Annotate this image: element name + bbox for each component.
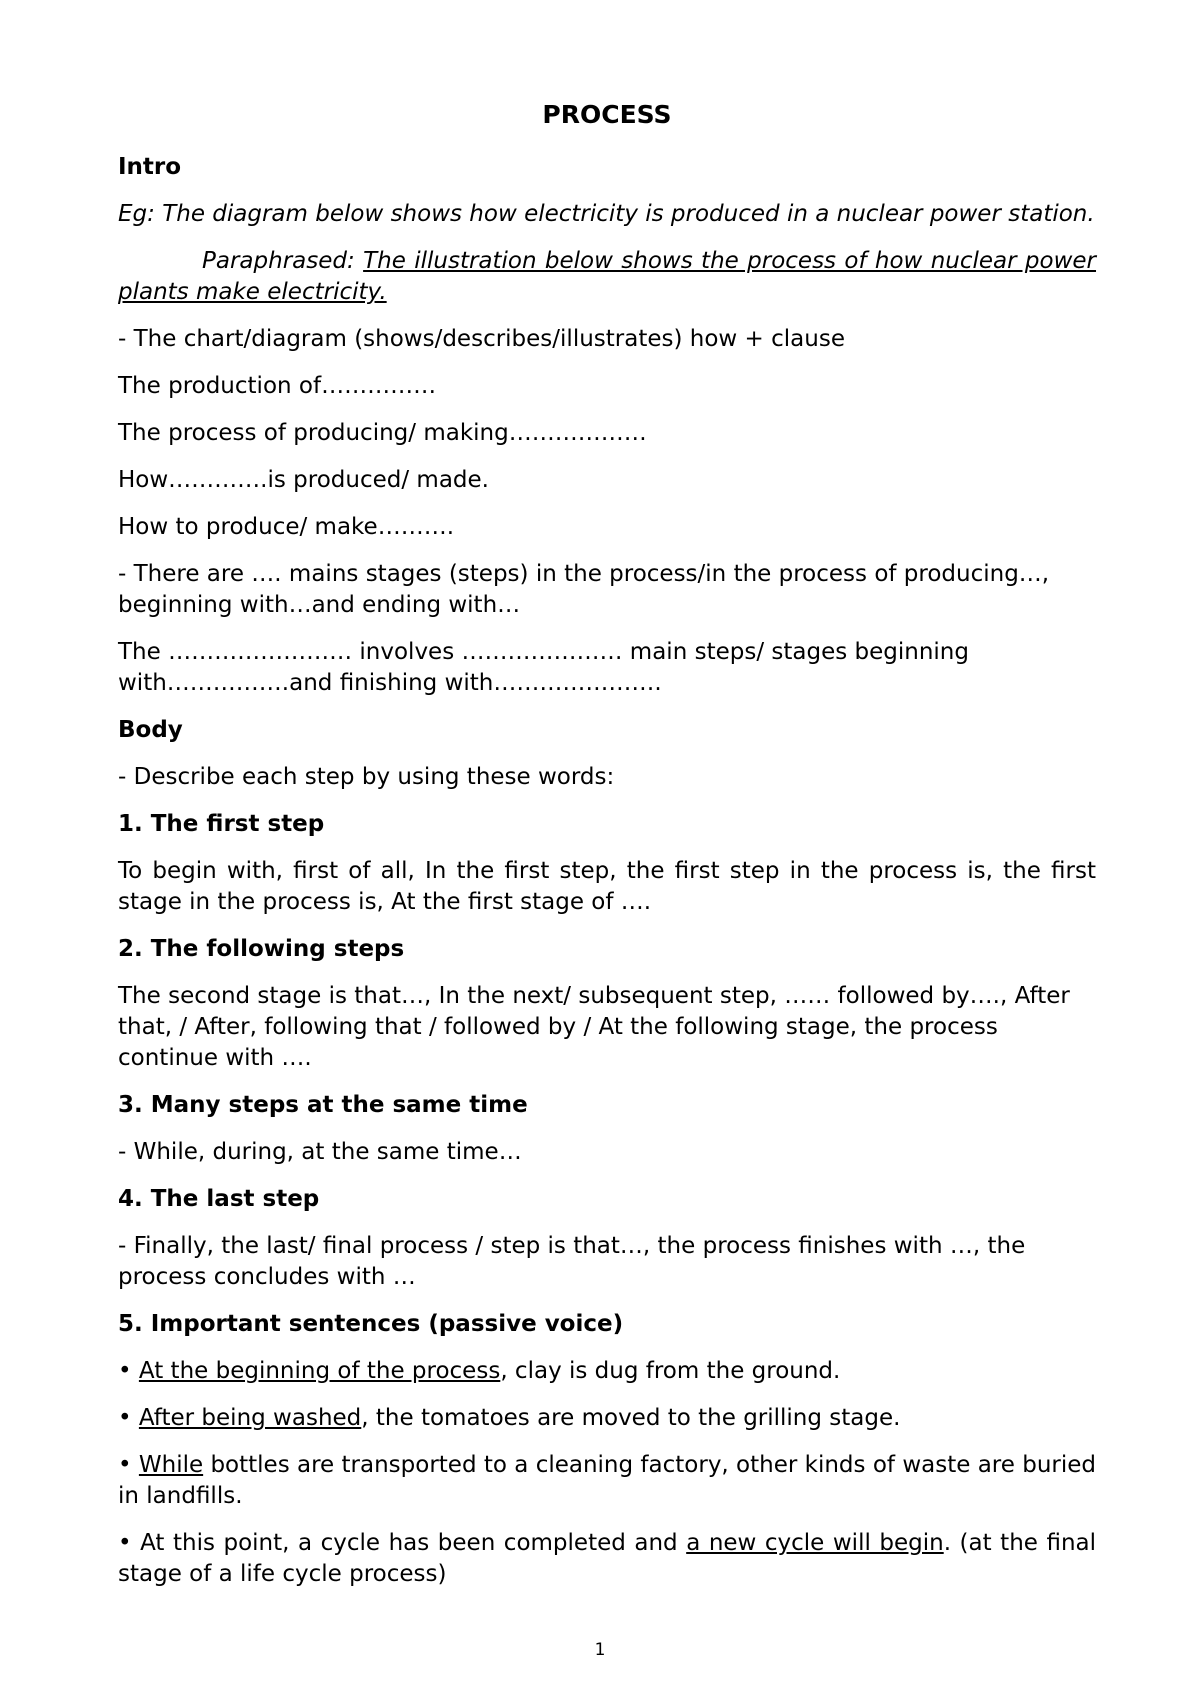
bullet-prefix: • At this point, a cycle has been completed and — [118, 1530, 687, 1556]
bullet-item — [118, 1356, 1096, 1387]
bullet-underlined: At the beginning of the process — [138, 1358, 501, 1384]
intro-line: The …………………… involves ………………… main steps/ stages beginning with…………….and finishing with…………………. — [118, 639, 969, 696]
section-text: To begin with, first of all, In the first step, the first step in the process is, the first stage in the process is, At the first stage of …. — [118, 858, 1096, 915]
intro-paraphrased — [118, 246, 1096, 308]
bullet-rest: bottles are transported to a cleaning factory, other kinds of waste are buried in landfills. — [118, 1452, 1096, 1509]
bullet-rest: , the tomatoes are moved to the grilling stage. — [361, 1405, 901, 1431]
body-heading: Body — [118, 717, 183, 743]
page-number: 1 — [594, 1640, 606, 1660]
intro-line: The production of…………… — [118, 373, 437, 399]
bullet-prefix: • — [118, 1358, 139, 1384]
intro-heading: Intro — [118, 154, 182, 180]
intro-line: How………….is produced/ made. — [118, 467, 489, 493]
bullet-rest: , clay is dug from the ground. — [500, 1358, 841, 1384]
bullet-rest: . (at the final stage of a life cycle process) — [118, 1530, 1097, 1587]
bullet-item — [118, 1403, 1096, 1434]
bullet-prefix: • — [118, 1405, 139, 1431]
bullet-item — [118, 1450, 1096, 1512]
intro-line: - The chart/diagram (shows/describes/illustrates) how + clause — [118, 326, 845, 352]
section-heading: 3. Many steps at the same time — [118, 1092, 528, 1118]
section-heading: 2. The following steps — [118, 936, 405, 962]
section-heading: 5. Important sentences (passive voice) — [118, 1311, 624, 1337]
intro-example: Eg: The diagram below shows how electricity is produced in a nuclear power station. — [118, 201, 1095, 227]
intro-line: The process of producing/ making……………… — [118, 420, 647, 446]
section-text: - Finally, the last/ final process / step is that…, the process finishes with …, the process concludes with … — [118, 1233, 1026, 1290]
bullet-item — [118, 1528, 1096, 1590]
body-intro-line: - Describe each step by using these words: — [118, 764, 615, 790]
bullet-underlined: a new cycle will begin — [686, 1530, 944, 1556]
section-text: - While, during, at the same time… — [118, 1139, 522, 1165]
section-text: The second stage is that…, In the next/ subsequent step, …… followed by…., After that, / After, following that / followed by / At the following stage, the process continue with …. — [118, 983, 1070, 1071]
bullet-underlined: After being washed — [138, 1405, 362, 1431]
bullet-prefix: • — [118, 1452, 139, 1478]
paraphrased-label: Paraphrased: — [202, 248, 355, 274]
bullet-underlined: While — [138, 1452, 204, 1478]
page-title: PROCESS — [542, 100, 672, 129]
intro-line: How to produce/ make………. — [118, 514, 455, 540]
paraphrased-text: The illustration below shows the process of how nuclear power plants make electricity. — [118, 248, 1097, 305]
intro-line: - There are …. mains stages (steps) in the process/in the process of producing…, beginning with…and ending with… — [118, 561, 1050, 618]
section-heading: 1. The first step — [118, 811, 325, 837]
section-heading: 4. The last step — [118, 1186, 320, 1212]
